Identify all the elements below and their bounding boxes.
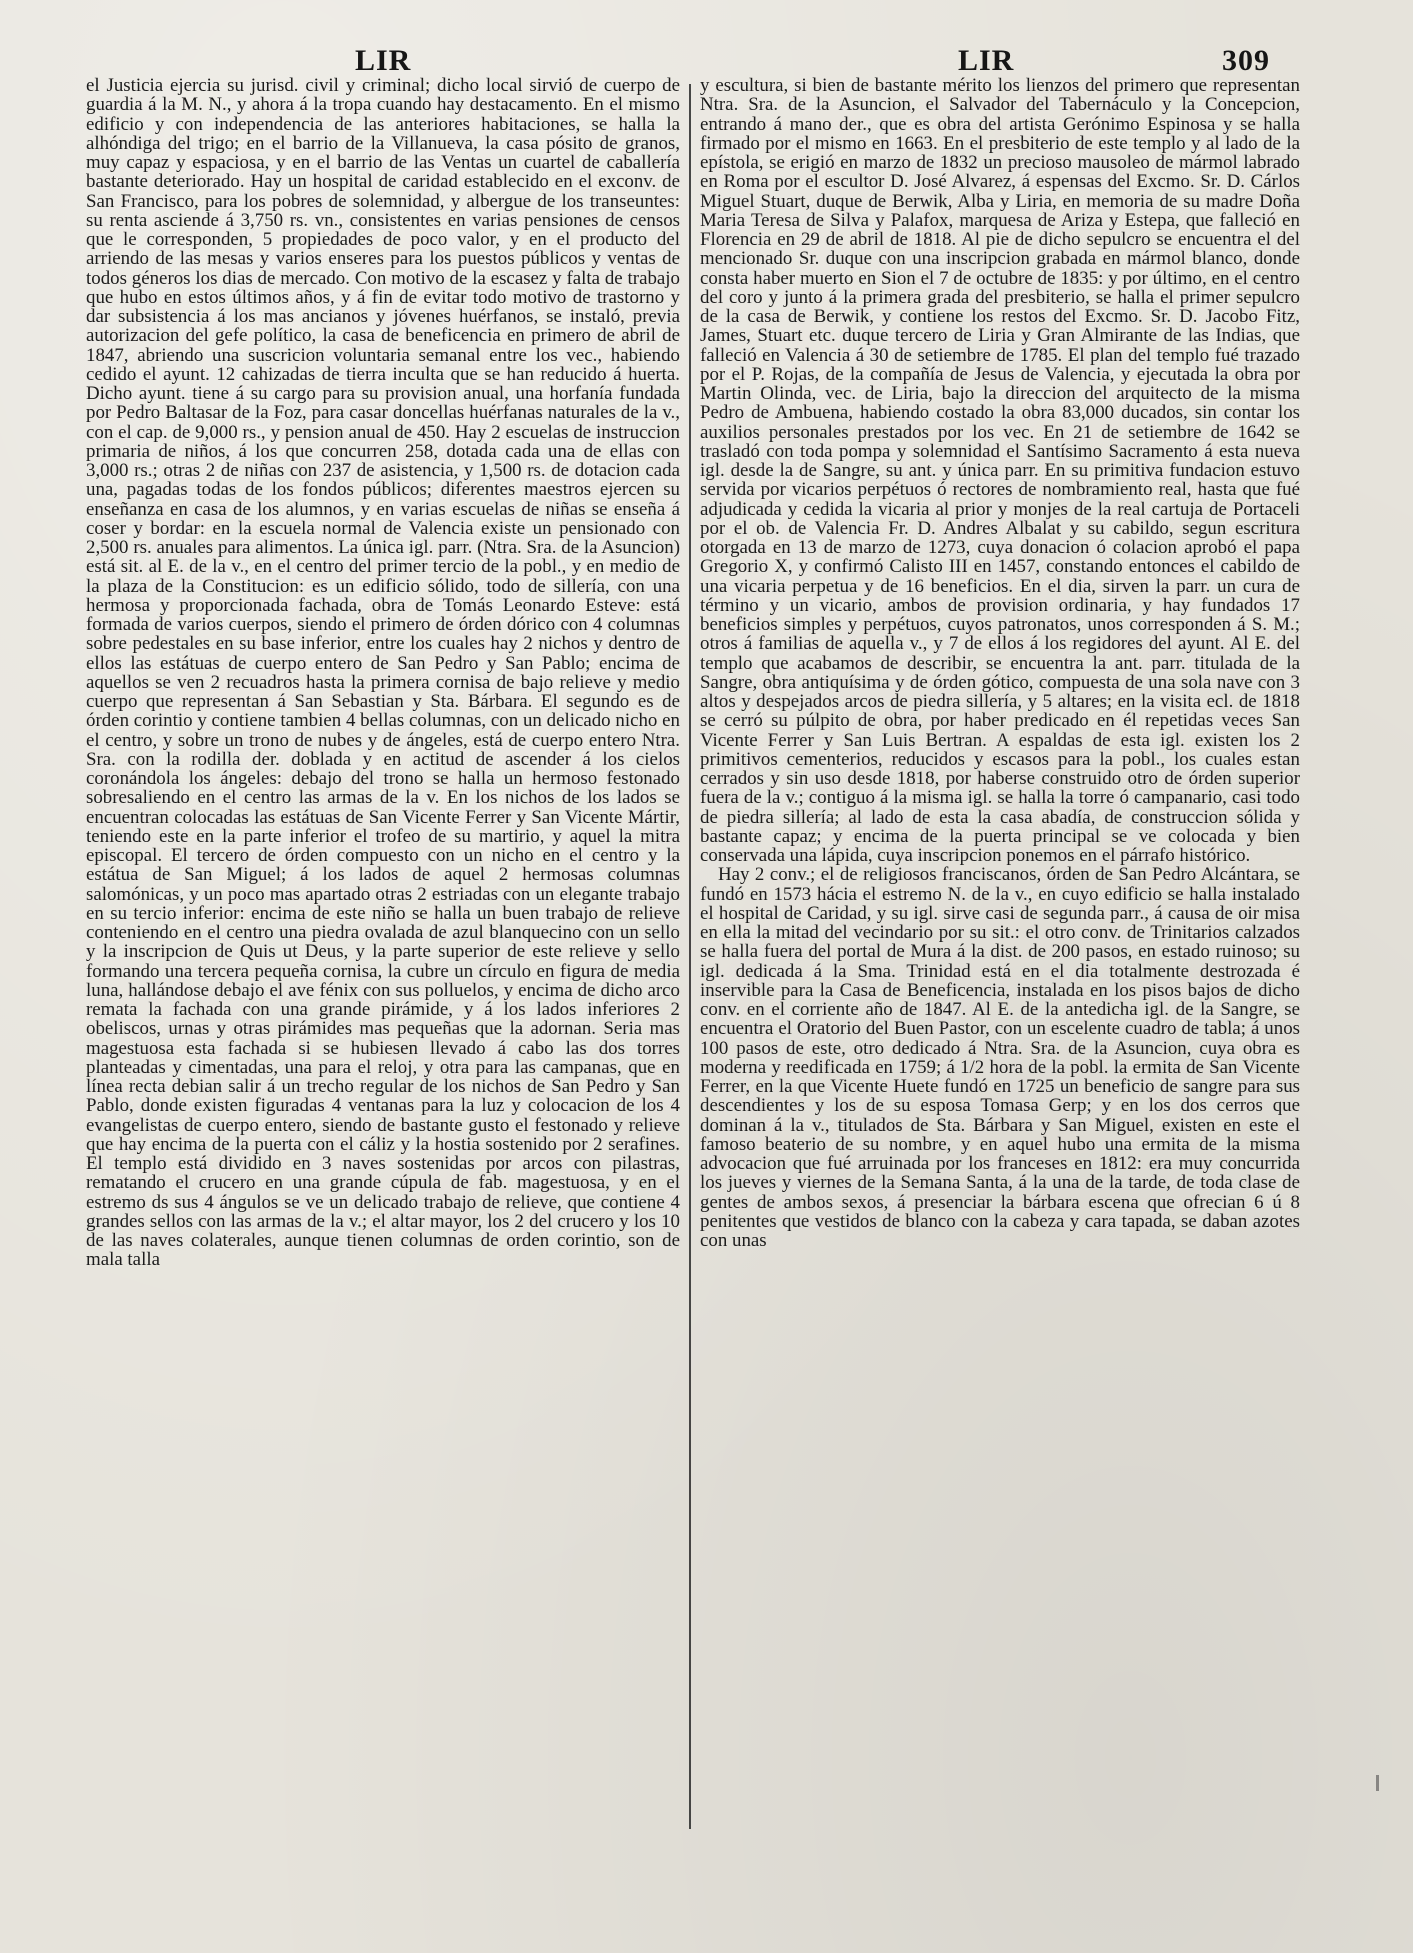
right-running-head: LIR (958, 44, 1015, 77)
left-text-column (86, 76, 680, 1836)
column-divider-rule (689, 84, 691, 1829)
right-paragraph-2: Hay 2 conv.; el de religiosos franciscanos, órden de San Pedro Alcántara, se fundó en 1573 hácia el estremo N. de la v., en cuyo edificio se halla instalado el hospital de Caridad, y su igl. sirve casi de segunda parr., á causa de oir misa en ella la mitad del vecindario por su sit.: el otro conv. de Trinitarios calzados se halla fuera del portal de Mura á la dist. de 200 pasos, en estado ruinoso; su igl. dedicada á la Sma. Trinidad está en el dia totalmente destrozada é inservible para la Casa de Beneficencia, instalada en los pisos bajos de dicho conv. en el corriente año de 1847. Al E. de la antedicha igl. de la Sangre, se encuentra el Oratorio del Buen Pastor, con un escelente cuadro de tabla; á unos 100 pasos de este, otro dedicado á Ntra. Sra. de la Asuncion, cuya obra es moderna y reedificada en 1759; á 1/2 hora de la pobl. la ermita de San Vicente Ferrer, en la que Vicente Huete fundó en 1725 un beneficio de sangre para sus descendientes y los de su esposa Tomasa Gerp; y en los dos cerros que dominan á la v., titulados de Sta. Bárbara y San Miguel, existen en este el famoso beaterio de su nombre, y en aquel hubo una ermita de la misma advocacion que fué arruinada por los franceses en 1812: era muy concurrida los jueves y viernes de la Semana Santa, á la una de la tarde, de toda clase de gentes de ambos sexos, á presenciar la bárbara escena que ofrecian 6 ú 8 penitentes que vestidos de blanco con la cabeza y cara tapada, se daban azotes con unas (700, 864, 1300, 1251)
left-paragraph-1: el Justicia ejercia su jurisd. civil y criminal; dicho local sirvió de cuerpo de guardia á la M. N., y ahora á la tropa cuando hay destacamento. En el mismo edificio y con independencia de las anteriores habitaciones, se halla la alhóndiga del trigo; en el barrio de la Villanueva, la casa pósito de granos, muy capaz y espaciosa, y en el barrio de las Ventas un cuartel de caballería bastante deteriorado. Hay un hospital de caridad establecido en el exconv. de San Francisco, para los pobres de solemnidad, y albergue de los transeuntes: su renta asciende á 3,750 rs. vn., consistentes en varias pensiones de censos que le corresponden, 5 propiedades de poco valor, y en el producto del arriendo de las mesas y varios enseres para los puestos públicos y ventas de todos géneros los dias de mercado. Con motivo de la escasez y falta de trabajo que hubo en estos últimos años, y á fin de evitar todo motivo de trastorno y dar subsistencia á los mas ancianos y jóvenes huérfanos, se instaló, previa autorizacion del gefe político, la casa de beneficencia en primero de abril de 1847, abriendo una suscricion voluntaria semanal entre los vec., habiendo cedido el ayunt. 12 cahizadas de tierra inculta que se han reducido á huerta. Dicho ayunt. tiene á su cargo para su provision anual, una horfanía fundada por Pedro Baltasar de la Foz, para casar doncellas huérfanas naturales de la v., con el cap. de 9,000 rs., y pension anual de 450. Hay 2 escuelas de instruccion primaria de niños, á los que concurren 258, dotada cada una de ellas con 3,000 rs.; otras 2 de niñas con 237 de asistencia, y 1,500 rs. de dotacion cada una, pagadas todas de los fondos públicos; diferentes maestros ejercen su enseñanza en casa de los alumnos, y en varias escuelas de niñas se enseña á coser y bordar: en la escuela normal de Valencia existe un pensionado con 2,500 rs. anuales para alimentos. La única igl. parr. (Ntra. Sra. de la Asuncion) está sit. al E. de la v., en el centro del primer tercio de la pobl., y en medio de la plaza de la Constitucion: es un edificio sólido, todo de sillería, con una hermosa y proporcionada fachada, obra de Tomás Leonardo Esteve: está formada de varios cuerpos, siendo el primero de órden dórico con 4 columnas sobre pedestales en su base inferior, entre los cuales hay 2 nichos y dentro de ellos las estátuas de cuerpo entero de San Pedro y San Pablo; encima de aquellos se ven 2 recuadros hasta la primera cornisa de bajo relieve y medio cuerpo que representan á San Sebastian y Sta. Bárbara. El segundo es de órden corintio y contiene tambien 4 bellas columnas, con un delicado nicho en el centro, y sobre un trono de nubes y de ángeles, está de cuerpo entero Ntra. Sra. con la rodilla der. doblada y en actitud de ascender á los cielos coronándola los ángeles: debajo del trono se halla un hermoso festonado sobresaliendo en el centro las armas de la v. En los nichos de los lados se encuentran colocadas las estátuas de San Vicente Ferrer y San Vicente Mártir, teniendo este en la parte inferior el trofeo de su martirio, y aquel la mitra episcopal. El tercero de órden compuesto con un nicho en el centro y la estátua de San Miguel; á los lados de aquel 2 hermosas columnas salomónicas, y un poco mas apartado otras 2 estriadas con un elegante trabajo en su tercio inferior: encima de este niño se halla un buen trabajo de relieve conteniendo en el centro una piedra ovalada de azul blanquecino con un sello y la inscripcion de Quis ut Deus, y la parte superior de este relieve y sello formando una tercera pequeña cornisa, la cubre un círculo en figura de media luna, hallándose debajo el ave fénix con sus polluelos, y encima de dicho arco remata la fachada con una grande pirámide, y á los lados inferiores 2 obeliscos, urnas y otras pirámides mas pequeñas que la adornan. Seria mas magestuosa esta fachada si se hubiesen llevado á cabo las dos torres planteadas y cimentadas, una para el reloj, y otra para las campanas, que en línea recta debian salir á un trecho regular de los nichos de San Pedro y San Pablo, donde existen figuradas 4 ventanas para la luz y colocacion de los 4 evangelistas de cuerpo entero, siendo de bastante gusto el festonado y relieve que hay encima de la puerta con el cáliz y la hostia sostenido por 2 serafines. El templo está dividido en 3 naves sostenidas por arcos con pilastras, rematando el crucero en una grande cúpula de fab. magestuosa, y en el estremo ds sus 4 ángulos se ve un delicado trabajo de relieve, que contiene 4 grandes sellos con las armas de la v.; el altar mayor, los 2 del crucero y los 10 de las naves colaterales, aunque tienen columnas de orden corintio, son de mala talla (86, 75, 680, 1271)
page-number: 309 (1222, 44, 1270, 77)
margin-mark (1376, 1775, 1379, 1791)
right-text-column (700, 76, 1300, 1836)
left-running-head: LIR (355, 44, 412, 77)
right-paragraph-1: y escultura, si bien de bastante mérito los lienzos del primero que representan Ntra. Sra. de la Asuncion, el Salvador del Tabernáculo y la Concepcion, entrando á mano der., que es obra del artista Gerónimo Espinosa y se halla firmado por el mismo en 1663. En el presbiterio de este templo y al lado de la epístola, se erigió en marzo de 1832 un precioso mausoleo de mármol labrado en Roma por el escultor D. José Alvarez, á espensas del Excmo. Sr. D. Cárlos Miguel Stuart, duque de Berwik, Alba y Liria, en memoria de su madre Doña Maria Teresa de Silva y Palafox, marquesa de Ariza y Estepa, que falleció en Florencia en 29 de abril de 1818. Al pie de dicho sepulcro se encuentra el del mencionado Sr. duque con una inscripcion grabada en mármol blanco, donde consta haber muerto en Sion el 7 de octubre de 1835: y por último, en el centro del coro y junto á la primera grada del presbiterio, se halla el primer sepulcro de la casa de Berwik, y contiene los restos del Excmo. Sr. D. Jacobo Fitz, James, Stuart etc. duque tercero de Liria y Gran Almirante de las Indias, que falleció en Valencia á 30 de setiembre de 1785. El plan del templo fué trazado por el P. Rojas, de la compañía de Jesus de Valencia, y ejecutada la obra por Martin Olinda, vec. de Liria, bajo la direccion del arquitecto de la misma Pedro de Ambuena, habiendo costado la obra 83,000 ducados, sin contar los auxilios personales prestados por los vec. En 21 de setiembre de 1642 se trasladó con toda pompa y solemnidad el Santísimo Sacramento á esta nueva igl. desde la de Sangre, su ant. y única parr. En su primitiva fundacion estuvo servida por vicarios perpétuos ó rectores de nombramiento real, hasta que fué adjudicada y cedida la vicaria al prior y monjes de la real cartuja de Portaceli por el ob. de Valencia Fr. D. Andres Albalat y su cabildo, segun escritura otorgada en 13 de marzo de 1273, cuya donacion ó colacion aprobó el papa Gregorio X, y confirmó Calisto III en 1457, constando entonces el cabildo de una vicaria perpetua y de 16 beneficios. En el dia, sirven la parr. un cura de término y un vicario, ambos de provision ordinaria, y hay fundados 17 beneficios simples y perpétuos, cuyos patronatos, unos corresponden á S. M.; otros á familias de aquella v., y 7 de ellos á los regidores del ayunt. Al E. del templo que acabamos de describir, se encuentra la ant. parr. titulada de la Sangre, obra antiquísima y de órden gótico, compuesta de una sola nave con 3 altos y despejados arcos de piedra sillería, y 5 altares; en la visita ecl. de 1818 se cerró su púlpito de obra, por haber predicado en él repetidas veces San Vicente Ferrer y San Luis Bertran. A espaldas de esta igl. existen los 2 primitivos cementerios, reducidos y escasos para la pobl., los cuales estan cerrados y sin uso desde 1818, por haberse construido otro de órden superior fuera de la v.; contiguo á la misma igl. se halla la torre ó campanario, casi todo de piedra sillería; al lado de esta la casa abadía, de construccion sólida y bastante capaz; y encima de la puerta principal se ve colocada y bien conservada una lápida, cuya inscripcion ponemos en el párrafo histórico. (700, 75, 1300, 866)
